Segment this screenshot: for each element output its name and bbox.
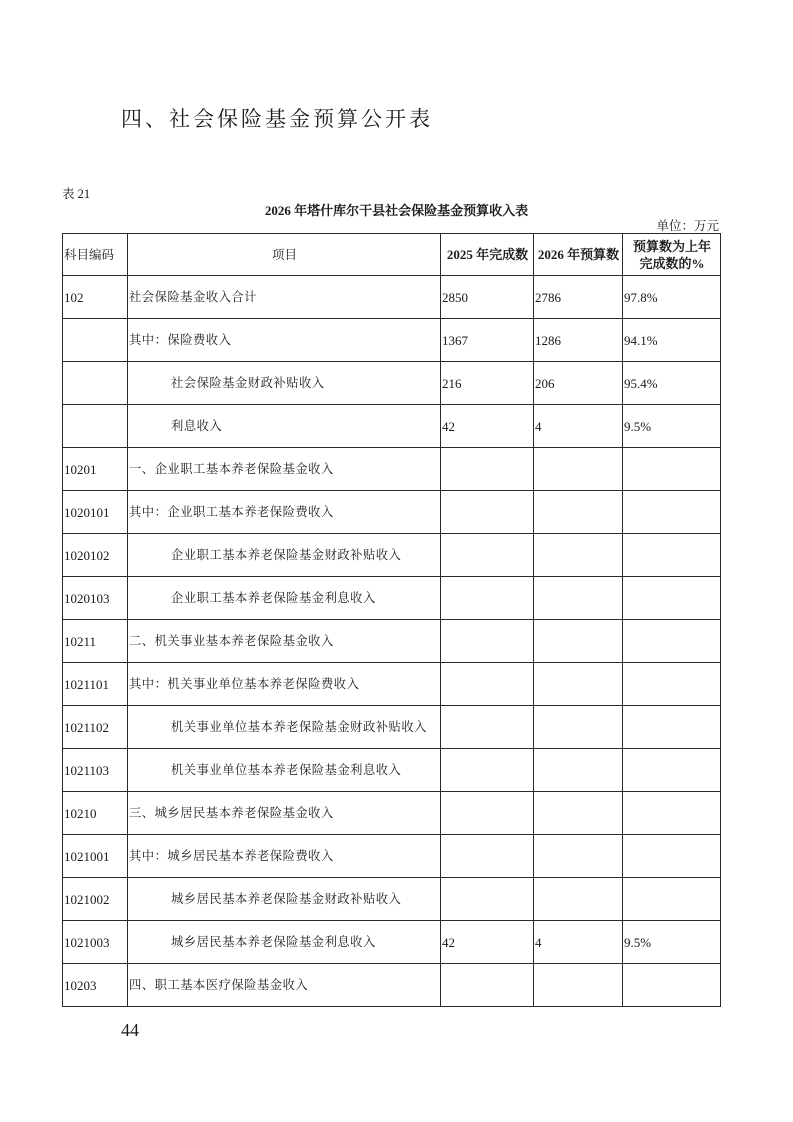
row-budget-2026 — [534, 663, 623, 706]
row-item — [128, 964, 441, 1007]
row-item — [128, 362, 441, 405]
row-code: 1021002 — [63, 878, 128, 921]
row-budget-2026 — [534, 792, 623, 835]
row-item — [128, 405, 441, 448]
row-item-prefix: 其中： — [129, 676, 168, 691]
row-completed-2025 — [441, 577, 534, 620]
table-title: 2026 年塔什库尔干县社会保险基金预算收入表 — [264, 203, 529, 218]
row-completed-2025 — [441, 706, 534, 749]
row-item-label: 四、职工基本医疗保险基金收入 — [129, 977, 309, 992]
row-code: 10211 — [63, 620, 128, 663]
row-completed-2025: 2850 — [441, 276, 534, 319]
row-completed-2025 — [441, 835, 534, 878]
row-item — [128, 620, 441, 663]
row-budget-2026 — [534, 964, 623, 1007]
row-completed-2025: 216 — [441, 362, 534, 405]
table-row — [63, 835, 721, 878]
row-ratio — [623, 835, 721, 878]
table-number: 表 21 — [62, 187, 91, 201]
table-row — [63, 964, 721, 1007]
row-completed-2025 — [441, 792, 534, 835]
row-code — [63, 319, 128, 362]
table-row — [63, 276, 721, 319]
row-ratio: 95.4% — [623, 362, 721, 405]
row-item — [128, 534, 441, 577]
table-row — [63, 577, 721, 620]
row-item — [128, 835, 441, 878]
row-budget-2026 — [534, 448, 623, 491]
row-item-label: 城乡居民基本养老保险费收入 — [167, 848, 334, 863]
table-body — [63, 276, 721, 1007]
row-completed-2025 — [441, 491, 534, 534]
row-item-label: 三、城乡居民基本养老保险基金收入 — [129, 805, 334, 820]
row-code: 1020101 — [63, 491, 128, 534]
row-budget-2026 — [534, 534, 623, 577]
row-budget-2026 — [534, 878, 623, 921]
budget-revenue-table — [62, 233, 721, 1007]
row-code: 10201 — [63, 448, 128, 491]
row-item — [128, 491, 441, 534]
row-item — [128, 448, 441, 491]
row-ratio — [623, 534, 721, 577]
row-item — [128, 878, 441, 921]
row-item — [128, 792, 441, 835]
table-row — [63, 878, 721, 921]
row-code — [63, 405, 128, 448]
table-row — [63, 620, 721, 663]
row-item-label: 利息收入 — [171, 418, 223, 433]
unit-label: 单位：万元 — [656, 219, 719, 233]
row-item — [128, 749, 441, 792]
header-ratio — [623, 234, 721, 276]
row-code: 1021101 — [63, 663, 128, 706]
section-title: 四、社会保险基金预算公开表 — [121, 107, 433, 131]
row-completed-2025 — [441, 749, 534, 792]
row-budget-2026 — [534, 577, 623, 620]
row-completed-2025 — [441, 534, 534, 577]
row-item — [128, 663, 441, 706]
table-row — [63, 491, 721, 534]
row-code: 102 — [63, 276, 128, 319]
row-code — [63, 362, 128, 405]
header-completed-2025: 2025 年完成数 — [441, 234, 534, 276]
row-ratio: 9.5% — [623, 405, 721, 448]
row-completed-2025: 1367 — [441, 319, 534, 362]
row-completed-2025: 42 — [441, 405, 534, 448]
header-budget-2026: 2026 年预算数 — [534, 234, 623, 276]
row-budget-2026: 1286 — [534, 319, 623, 362]
row-budget-2026 — [534, 749, 623, 792]
header-item: 项目 — [128, 234, 441, 276]
table-row — [63, 792, 721, 835]
row-item-label: 二、机关事业基本养老保险基金收入 — [129, 633, 334, 648]
row-ratio — [623, 749, 721, 792]
row-code: 1021003 — [63, 921, 128, 964]
row-item-label: 社会保险基金收入合计 — [129, 289, 257, 304]
row-item-label: 机关事业单位基本养老保险费收入 — [167, 676, 360, 691]
table-row — [63, 663, 721, 706]
row-ratio — [623, 706, 721, 749]
row-ratio — [623, 577, 721, 620]
row-item-label: 机关事业单位基本养老保险基金财政补贴收入 — [171, 719, 427, 734]
table-row — [63, 362, 721, 405]
table-row — [63, 921, 721, 964]
row-completed-2025 — [441, 878, 534, 921]
row-budget-2026: 2786 — [534, 276, 623, 319]
row-completed-2025 — [441, 663, 534, 706]
row-budget-2026: 4 — [534, 921, 623, 964]
row-item-label: 保险费收入 — [167, 332, 232, 347]
row-item-label: 社会保险基金财政补贴收入 — [171, 375, 325, 390]
row-item-label: 城乡居民基本养老保险基金利息收入 — [171, 934, 376, 949]
row-item-label: 企业职工基本养老保险基金财政补贴收入 — [171, 547, 402, 562]
row-budget-2026: 206 — [534, 362, 623, 405]
row-code: 1021103 — [63, 749, 128, 792]
row-budget-2026 — [534, 491, 623, 534]
row-completed-2025: 42 — [441, 921, 534, 964]
row-ratio: 9.5% — [623, 921, 721, 964]
row-code: 1021102 — [63, 706, 128, 749]
row-ratio — [623, 620, 721, 663]
row-budget-2026: 4 — [534, 405, 623, 448]
row-item — [128, 577, 441, 620]
row-item-label: 一、企业职工基本养老保险基金收入 — [129, 461, 334, 476]
header-ratio-line2: 完成数的% — [639, 255, 705, 271]
table-header-row — [63, 234, 721, 276]
row-item-label: 机关事业单位基本养老保险基金利息收入 — [171, 762, 402, 777]
row-item-prefix: 其中： — [129, 332, 168, 347]
table-row — [63, 448, 721, 491]
row-ratio — [623, 878, 721, 921]
table-row — [63, 534, 721, 577]
row-ratio — [623, 663, 721, 706]
row-item — [128, 319, 441, 362]
row-item-prefix: 其中： — [129, 848, 168, 863]
row-budget-2026 — [534, 835, 623, 878]
row-item — [128, 276, 441, 319]
table-row — [63, 319, 721, 362]
row-budget-2026 — [534, 620, 623, 663]
row-completed-2025 — [441, 964, 534, 1007]
row-item-label: 企业职工基本养老保险基金利息收入 — [171, 590, 376, 605]
row-completed-2025 — [441, 448, 534, 491]
row-completed-2025 — [441, 620, 534, 663]
row-ratio — [623, 448, 721, 491]
row-code: 1020103 — [63, 577, 128, 620]
page-number: 44 — [121, 1020, 139, 1040]
row-item — [128, 706, 441, 749]
row-ratio — [623, 792, 721, 835]
table-row — [63, 749, 721, 792]
row-code: 1021001 — [63, 835, 128, 878]
row-item — [128, 921, 441, 964]
row-ratio: 97.8% — [623, 276, 721, 319]
row-ratio — [623, 491, 721, 534]
row-code: 1020102 — [63, 534, 128, 577]
row-ratio — [623, 964, 721, 1007]
row-code: 10210 — [63, 792, 128, 835]
header-code: 科目编码 — [63, 234, 128, 276]
table-row — [63, 706, 721, 749]
row-code: 10203 — [63, 964, 128, 1007]
table-row — [63, 405, 721, 448]
row-item-label: 城乡居民基本养老保险基金财政补贴收入 — [171, 891, 402, 906]
row-budget-2026 — [534, 706, 623, 749]
row-item-prefix: 其中： — [129, 504, 168, 519]
header-ratio-line1: 预算数为上年 — [632, 238, 711, 254]
row-ratio: 94.1% — [623, 319, 721, 362]
row-item-label: 企业职工基本养老保险费收入 — [167, 504, 334, 519]
